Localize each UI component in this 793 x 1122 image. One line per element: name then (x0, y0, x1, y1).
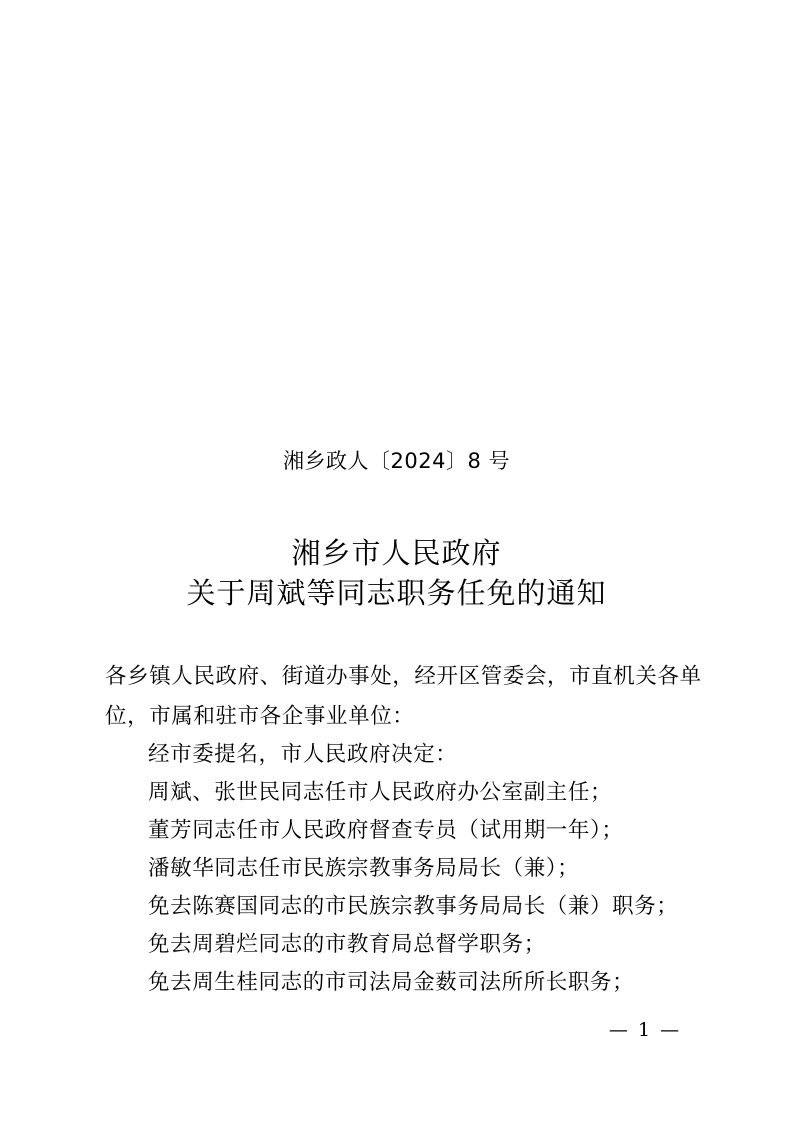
body-paragraph: 免去陈赛国同志的市民族宗教事务局局长（兼）职务； (148, 894, 679, 919)
addressee (105, 657, 705, 737)
body-paragraph: 免去周碧烂同志的市教育局总督学职务； (148, 932, 546, 957)
title-subject: 关于周斌等同志职务任免的通知 (186, 576, 607, 610)
addressee-line: 各乡镇人民政府、街道办事处，经开区管委会，市直机关各单 (105, 664, 702, 689)
body-paragraph: 周斌、张世民同志任市人民政府办公室副主任； (148, 780, 613, 805)
body-paragraph: 潘敏华同志任市民族宗教事务局局长（兼）； (148, 856, 580, 881)
title-issuer: 湘乡市人民政府 (291, 536, 502, 570)
document-number: 湘乡政人〔2024〕8 号 (283, 449, 510, 473)
addressee-line: 位，市属和驻市各企事业单位： (105, 704, 415, 729)
body-paragraph: 免去周生桂同志的市司法局金薮司法所所长职务； (148, 970, 635, 995)
body-paragraph: 经市委提名，市人民政府决定： (148, 742, 458, 767)
page-number: — 1 — (608, 1019, 682, 1041)
notice-body (148, 736, 708, 1002)
body-paragraph: 董芳同志任市人民政府督查专员（试用期一年）； (148, 818, 624, 843)
